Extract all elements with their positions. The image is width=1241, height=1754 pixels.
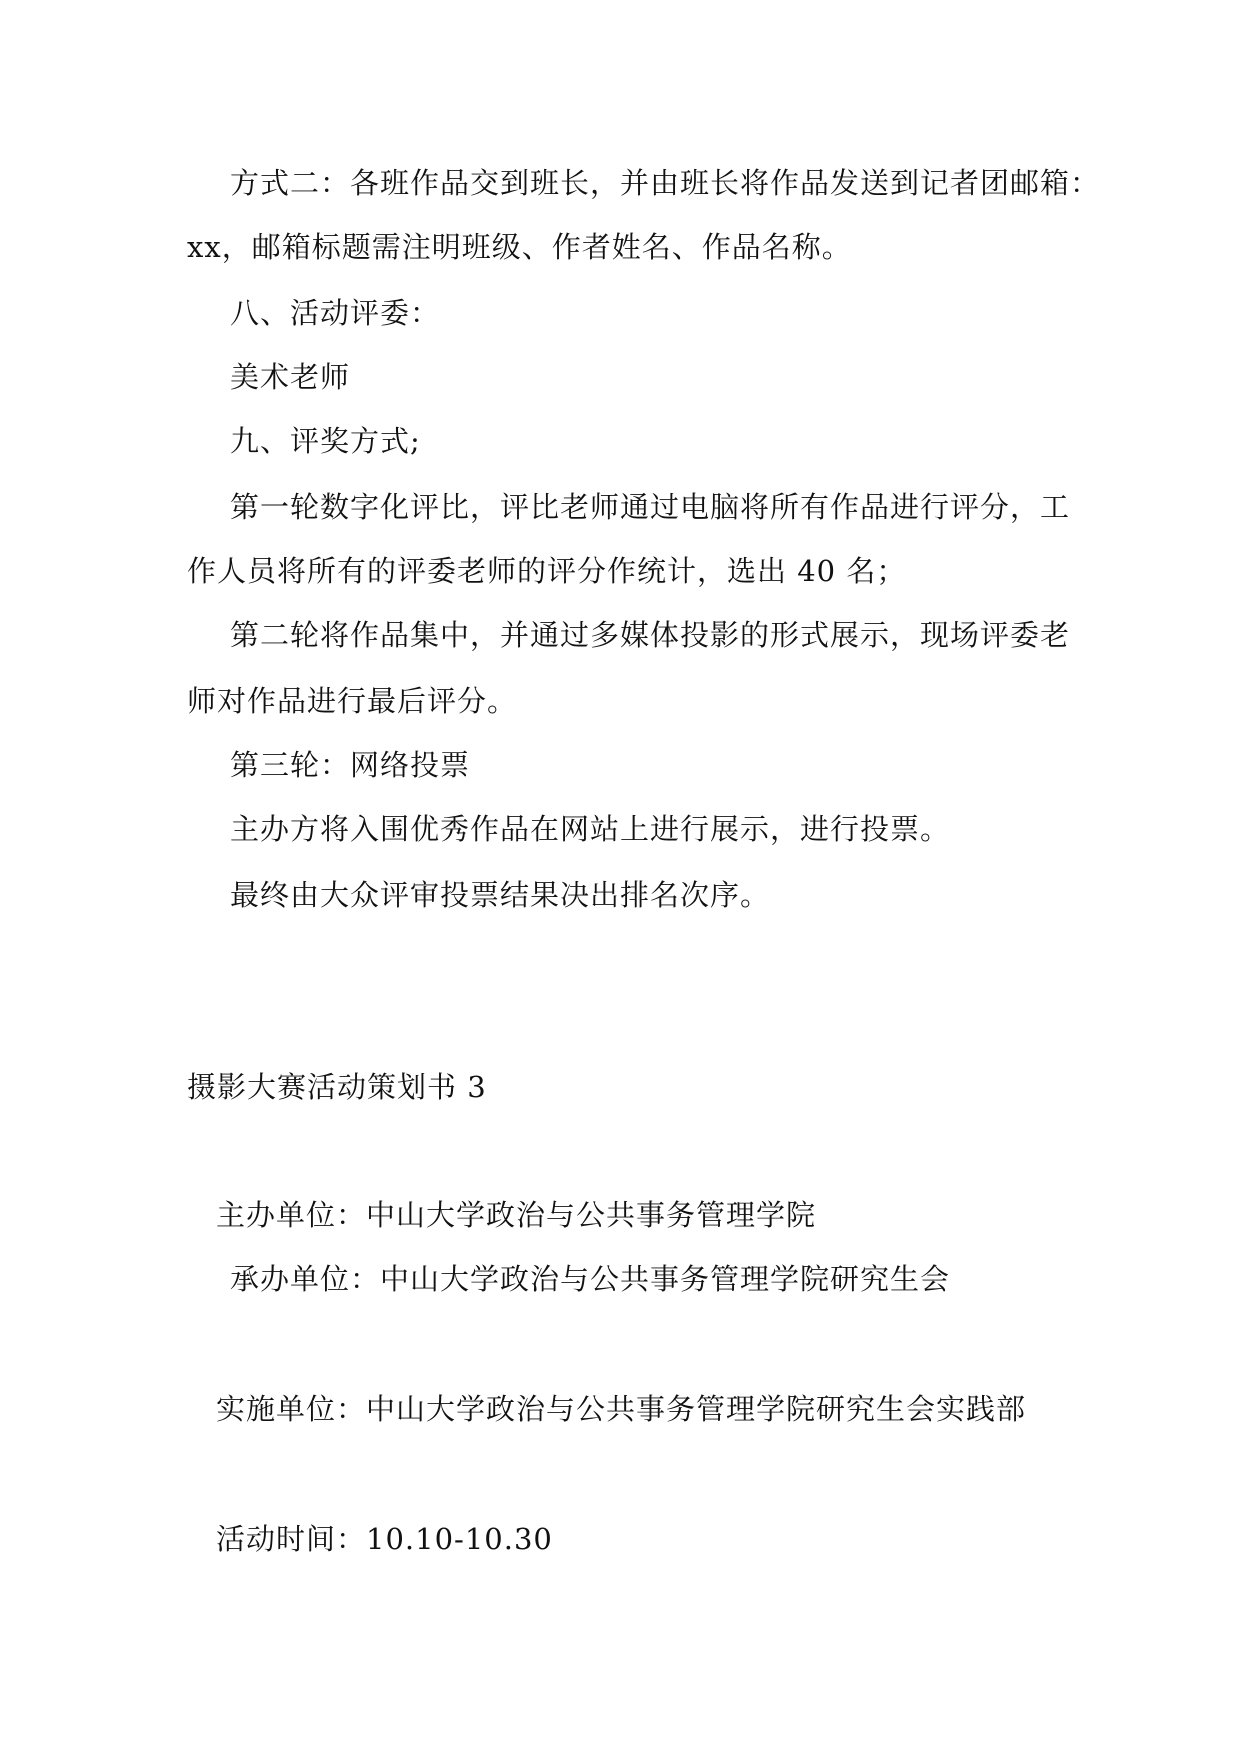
judges-value: 美术老师	[230, 360, 351, 394]
round1-line2: 作人员将所有的评委老师的评分作统计，选出 40 名；	[187, 554, 907, 588]
judges-heading: 八、活动评委：	[230, 296, 441, 330]
time-line: 活动时间：10.10-10.30	[216, 1522, 553, 1556]
award-heading: 九、评奖方式;	[230, 424, 421, 458]
method2-line1: 方式二：各班作品交到班长，并由班长将作品发送到记者团邮箱：	[230, 166, 1101, 200]
method2-line2: xx，邮箱标题需注明班级、作者姓名、作品名称。	[187, 230, 852, 264]
round2-line1: 第二轮将作品集中，并通过多媒体投影的形式展示，现场评委老	[230, 618, 1071, 652]
round2-line2: 师对作品进行最后评分。	[187, 684, 518, 718]
executor-line: 实施单位：中山大学政治与公共事务管理学院研究生会实践部	[216, 1392, 1027, 1426]
organizer-line: 承办单位：中山大学政治与公共事务管理学院研究生会	[230, 1262, 951, 1296]
round3-line1: 主办方将入围优秀作品在网站上进行展示，进行投票。	[230, 812, 951, 846]
section3-title: 摄影大赛活动策划书 3	[187, 1070, 487, 1104]
host-line: 主办单位：中山大学政治与公共事务管理学院	[216, 1198, 817, 1232]
round3-heading: 第三轮：网络投票	[230, 748, 471, 782]
final-line: 最终由大众评审投票结果决出排名次序。	[230, 878, 771, 912]
round1-line1: 第一轮数字化评比，评比老师通过电脑将所有作品进行评分，工	[230, 490, 1071, 524]
